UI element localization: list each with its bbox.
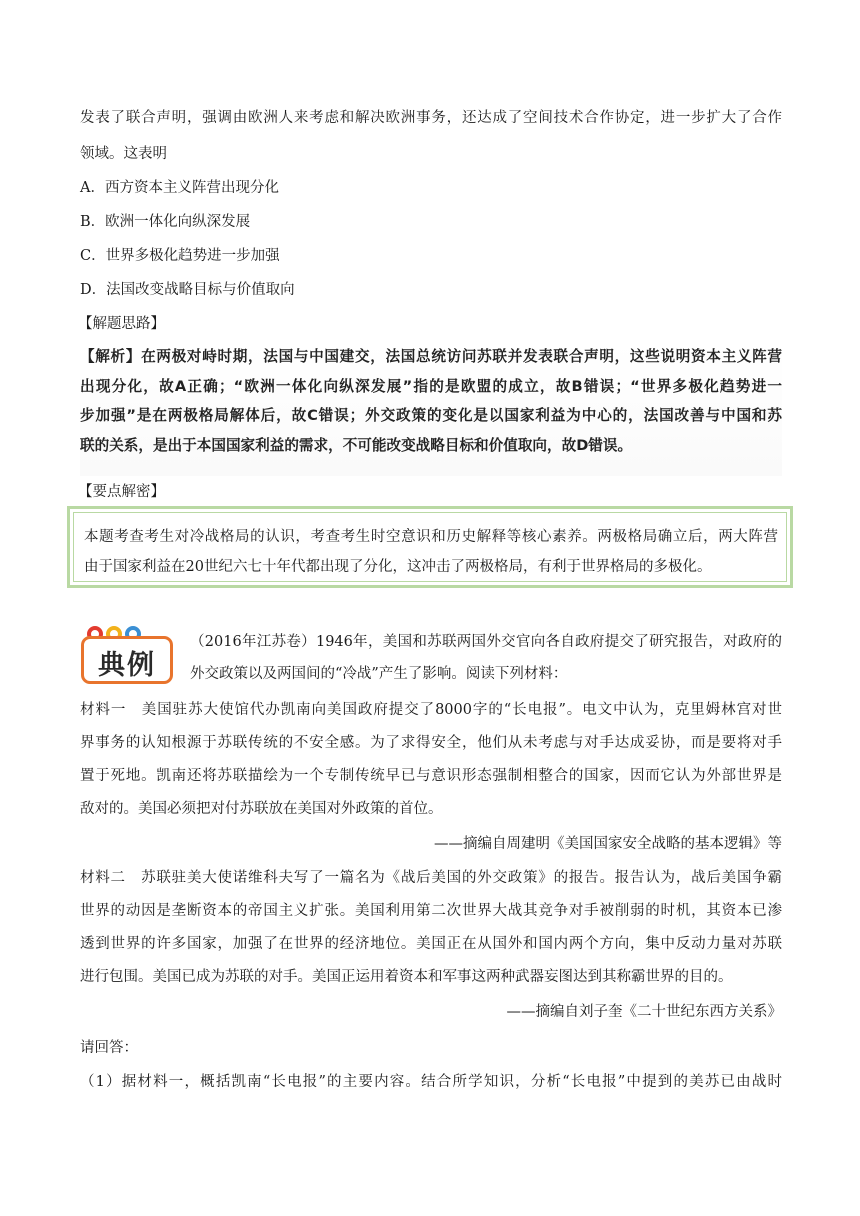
analysis-block <box>80 342 782 476</box>
material1-line: 界事务的认知根源于苏联传统的不安全感。为了求得安全，他们从未考虑与对手达成妥协，而是要将对手 <box>80 735 782 751</box>
key-points-line: 由于国家利益在20世纪六七十年代都出现了分化，这冲击了两极格局，有利于世界格局的多极化。 <box>84 559 712 575</box>
material1-line: 敌对的。美国必须把对付苏联放在美国对外政策的首位。 <box>80 801 443 817</box>
option-b: B．欧洲一体化向纵深发展 <box>80 214 251 230</box>
analysis-line: 步加强”是在两极格局解体后，故C错误；外交政策的变化是以国家利益为中心的，法国改善与中国和苏 <box>80 407 782 424</box>
analysis-line: 【解析】在两极对峙时期，法国与中国建交，法国总统访问苏联并发表联合声明，这些说明资本主义阵营 <box>80 348 782 365</box>
answer-prompt: 请回答： <box>80 1040 138 1056</box>
solution-heading: 【解题思路】 <box>78 316 165 332</box>
material1-line: 材料一 美国驻苏大使馆代办凯南向美国政府提交了8000字的“长电报”。电文中认为，克里姆林宫对世 <box>80 702 782 718</box>
material1-line: 置于死地。凯南还将苏联描绘为一个专制传统早已与意识形态强制相整合的国家，因而它认为外部世界是 <box>80 768 782 784</box>
example-badge <box>81 626 177 686</box>
example-intro-line: 外交政策以及两国间的“冷战”产生了影响。阅读下列材料： <box>190 666 568 682</box>
key-points-box <box>67 506 793 588</box>
material2-line: 世界的动因是垄断资本的帝国主义扩张。美国利用第二次世界大战其竞争对手被削弱的时机，其资本已渗 <box>80 903 782 919</box>
material1-source: ——摘编自周建明《美国国家安全战略的基本逻辑》等 <box>434 836 782 852</box>
material2-line: 材料二 苏联驻美大使诺维科夫写了一篇名为《战后美国的外交政策》的报告。报告认为，战后美国争霸 <box>80 870 782 886</box>
material2-source: ——摘编自刘子奎《二十世纪东西方关系》 <box>506 1004 782 1020</box>
analysis-line: 出现分化，故A正确；“欧洲一体化向纵深发展”指的是欧盟的成立，故B错误；“世界多极化趋势进一 <box>80 377 782 395</box>
option-c: C．世界多极化趋势进一步加强 <box>80 248 280 264</box>
option-d: D．法国改变战略目标与价值取向 <box>80 282 295 298</box>
question-stem-line: 发表了联合声明，强调由欧洲人来考虑和解决欧洲事务，还达成了空间技术合作协定，进一步扩大了合作 <box>80 110 782 126</box>
example-badge-label: 典例 <box>98 650 156 681</box>
material2-line: 透到世界的许多国家，加强了在世界的经济地位。美国正在从国外和国内两个方向，集中反动力量对苏联 <box>80 936 782 952</box>
analysis-line: 联的关系，是出于本国国家利益的需求，不可能改变战略目标和价值取向，故D错误。 <box>80 436 633 454</box>
key-points-heading: 【要点解密】 <box>78 484 165 500</box>
option-a: A．西方资本主义阵营出现分化 <box>80 180 279 196</box>
question-1: （1）据材料一，概括凯南“长电报”的主要内容。结合所学知识，分析“长电报”中提到的美苏已由战时 <box>80 1074 782 1090</box>
material2-line: 进行包围。美国已成为苏联的对手。美国正运用着资本和军事这两种武器妄图达到其称霸世界的目的。 <box>80 969 733 985</box>
key-points-line: 本题考查考生对冷战格局的认识，考查考生时空意识和历史解释等核心素养。两极格局确立后，两大阵营 <box>84 529 778 545</box>
question-stem-line: 领域。这表明 <box>80 146 167 162</box>
example-intro-line: （2016年江苏卷）1946年，美国和苏联两国外交官向各自政府提交了研究报告，对政府的 <box>190 634 782 650</box>
